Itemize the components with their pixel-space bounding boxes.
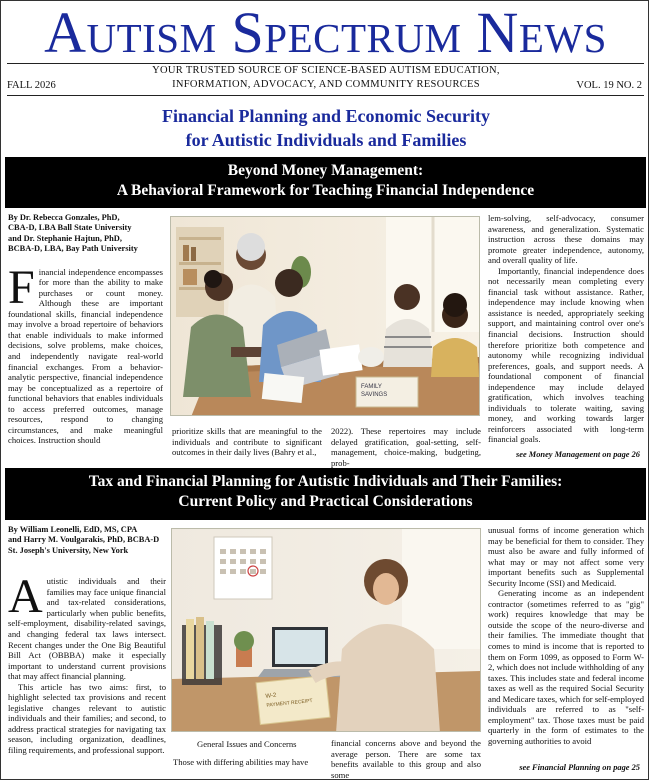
article2-body-col1a: utistic individuals and their families may face unique financial and tax-related considerations, particularly when public benefits, self-employment, disability-related savings, and changing federal tax laws intersect. Recent changes under the One Big Beautiful Bill Act (OBBBA) make it especially important to understand current provisions that may affect financial planning. xyxy=(8,576,166,682)
article1-column-2 xyxy=(172,426,322,456)
article2-subhead: General Issues and Concerns xyxy=(197,739,297,749)
article1-body-col4a: lem-solving, self-advocacy, consumer awareness, and generalization. Systematic instruction across these domains may promote greater independence, autonomy, and overall quality of life. xyxy=(488,213,644,266)
article2-body-col4a: unusual forms of income generation which may be beneficial for them to consider. They must also be aware and fully informed of what may or may not affect some very important benefits such as Supplemental Security Income (SSI) and Medicaid. xyxy=(488,525,644,588)
masthead-title: Autism Spectrum News xyxy=(44,0,607,65)
article1-byline xyxy=(8,213,163,255)
issue-date: FALL 2026 xyxy=(7,80,56,91)
w2-document-label: W-2 xyxy=(265,692,277,700)
masthead-rule-bottom xyxy=(7,95,644,96)
article2-body-col2: Those with differing abilities may have xyxy=(173,757,309,767)
family-savings-form-label: FAMILY xyxy=(361,384,382,390)
article2-headline-line-2: Current Policy and Practical Considerations xyxy=(178,493,473,510)
family-photo-illustration xyxy=(171,217,480,416)
receipt-document-label: PAYMENT RECEIPT xyxy=(266,697,313,709)
article2-body-col1b: This article has two aims: first, to highlight selected tax provisions and recent legislative changes relevant to autistic individuals and their families; and second, to address practical strategies for navigating tax season, including organization, deadlines, filing requirements, and professional support. xyxy=(8,681,166,755)
tax-planning-photo xyxy=(171,528,481,732)
tagline-line-2: INFORMATION, ADVOCACY, AND COMMUNITY RESOURCES xyxy=(172,79,480,90)
article1-headline-line-1: Beyond Money Management: xyxy=(227,162,424,179)
article1-byline-line: By Dr. Rebecca Gonzales, PhD, xyxy=(8,213,120,222)
article2-byline xyxy=(8,525,166,556)
issue-volume: VOL. 19 NO. 2 xyxy=(576,80,642,91)
article1-column-4 xyxy=(488,213,644,443)
article1-column-1 xyxy=(8,213,163,455)
article1-headline-line-2: A Behavioral Framework for Teaching Financial Independence xyxy=(116,182,535,199)
family-savings-form-label: SAVINGS xyxy=(361,392,388,398)
article2-column-2 xyxy=(173,757,323,777)
article1-body-col4b: Importantly, financial independence does not necessarily mean completing every financial task without assistance. Rather, independence may include knowing when assistance is needed, appropriately seeking support, and maintaining control over one's financial decisions. Instruction should therefore prioritize both competence and autonomy while recognizing individual preferences, goals, and support needs. A foundational component of financial independence may include delayed gratification, which involves teaching individuals to tolerate waiting, saving money, and working towards larger reinforcers associated with long-term financial goals. xyxy=(488,265,644,445)
article2-headline xyxy=(5,468,646,520)
article2-byline-line: By William Leonelli, EdD, MS, CPA xyxy=(8,525,138,534)
feature-title-line-1: Financial Planning and Economic Security xyxy=(161,106,491,126)
article1-headline xyxy=(5,157,646,208)
article2-body-col4b: Generating income as an independent contractor (sometimes referred to as "gig" work) requires knowledge that may be outside the scope of the neuro-diverse and their families. The immediate thought that comes to mind is income that is reported to them on Form 1099, as opposed to Form W-2, which does not include withholding of any taxes. This includes state and federal income taxes as well as the required Social Security and Medicare taxes, which for self-employed individuals are referred to as "self-employment" tax. Those taxes must be paid quarterly in the form of estimates to the governing authorities to avoid xyxy=(488,588,644,746)
article1-byline-line: and Dr. Stephanie Hajtun, PhD, xyxy=(8,233,122,243)
article1-body-col2: prioritize skills that are meaningful to the individuals and contribute to significant outcomes in their daily lives (Bahry et al., xyxy=(172,426,322,458)
article1-body-col1: inancial independence encompasses for more than the ability to make purchases or count money. Although these are important foundational skills, financial independence may involve a broad repertoire of behaviors that enable individuals to make informed decisions, solve problems, make choices, and independently navigate real-world financial exchanges. From a behavior-analytic perspective, financial independence may be conceptualized as a repertoire of functional behaviors that enables individuals to access preferred outcomes, manage resources, respond to changing circumstances, and make meaningful choices. Instruction should xyxy=(8,266,163,446)
article2-byline-line: and Harry M. Voulgarakis, PhD, BCBA-D xyxy=(8,535,160,545)
tax-photo-illustration xyxy=(172,529,481,732)
family-planning-photo xyxy=(170,216,480,416)
article2-headline-line-1: Tax and Financial Planning for Autistic Individuals and Their Families: xyxy=(88,473,563,490)
article1-column-3 xyxy=(331,426,481,468)
article2-dropcap: A xyxy=(8,570,43,624)
article2-continued-link[interactable]: see Financial Planning on page 25 xyxy=(519,763,640,772)
article2-column-1 xyxy=(8,525,166,775)
article1-byline-line: BCBA-D, LBA, Bay Path University xyxy=(8,244,138,254)
article1-continued-link[interactable]: see Money Management on page 26 xyxy=(516,450,640,459)
article2-column-4 xyxy=(488,525,644,757)
article1-body-col3: 2022). These repertoires may include delayed gratification, goal-setting, self-management, choice-making, budgeting, prob- xyxy=(331,426,481,468)
article2-column-3 xyxy=(331,738,481,778)
feature-title xyxy=(61,104,591,152)
article1-byline-line: CBA-D, LBA Ball State University xyxy=(8,223,132,233)
tagline-line-1: YOUR TRUSTED SOURCE OF SCIENCE-BASED AUTISM EDUCATION, xyxy=(152,65,500,76)
article2-byline-line: St. Joseph's University, New York xyxy=(8,545,129,555)
feature-title-line-2: for Autistic Individuals and Families xyxy=(185,130,467,150)
article2-body-col3: financial concerns above and beyond the average person. There are some tax benefits available to this group and also some xyxy=(331,738,481,780)
article1-dropcap: F xyxy=(8,260,35,314)
masthead-tagline xyxy=(111,64,541,92)
